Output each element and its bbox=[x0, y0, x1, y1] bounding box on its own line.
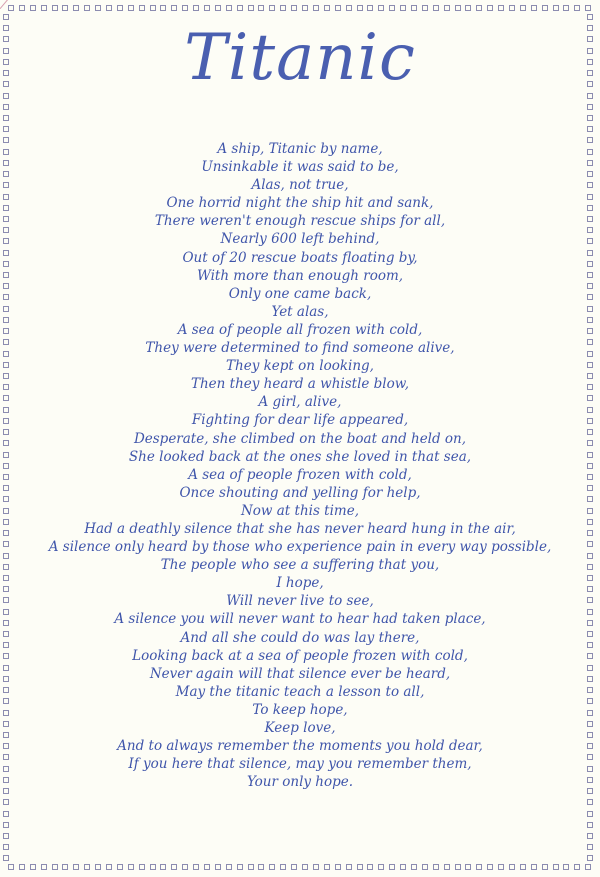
border-square bbox=[215, 5, 221, 11]
border-square bbox=[160, 5, 166, 11]
border-square bbox=[182, 864, 188, 870]
border-square bbox=[587, 104, 593, 110]
border-square bbox=[587, 822, 593, 828]
border-square bbox=[400, 5, 406, 11]
border-square bbox=[455, 864, 461, 870]
border-square bbox=[422, 864, 428, 870]
poem-line: With more than enough room, bbox=[196, 267, 404, 284]
border-square bbox=[3, 126, 9, 132]
border-square bbox=[41, 5, 47, 11]
border-square bbox=[378, 864, 384, 870]
border-square bbox=[171, 864, 177, 870]
border-square bbox=[19, 864, 25, 870]
border-square bbox=[269, 5, 275, 11]
border-square bbox=[465, 864, 471, 870]
border-square bbox=[378, 5, 384, 11]
border-square bbox=[237, 864, 243, 870]
border-square bbox=[95, 5, 101, 11]
border-square bbox=[193, 5, 199, 11]
border-square bbox=[8, 864, 14, 870]
border-square bbox=[444, 5, 450, 11]
border-square bbox=[587, 844, 593, 850]
poem-line: Out of 20 rescue boats floating by, bbox=[182, 249, 418, 266]
border-square bbox=[587, 799, 593, 805]
top-border bbox=[8, 5, 592, 13]
poem-line: There weren't enough rescue ships for all, bbox=[154, 213, 446, 230]
border-square bbox=[587, 811, 593, 817]
border-square bbox=[433, 5, 439, 11]
poem-line: Nearly 600 left behind, bbox=[220, 231, 380, 248]
border-square bbox=[585, 5, 591, 11]
border-square bbox=[411, 864, 417, 870]
border-square bbox=[324, 864, 330, 870]
border-square bbox=[531, 5, 537, 11]
border-square bbox=[476, 864, 482, 870]
border-square bbox=[3, 115, 9, 121]
poem-line: Desperate, she climbed on the boat and held on, bbox=[133, 430, 467, 447]
border-square bbox=[465, 5, 471, 11]
border-square bbox=[455, 5, 461, 11]
border-square bbox=[258, 864, 264, 870]
border-square bbox=[587, 115, 593, 121]
border-square bbox=[335, 5, 341, 11]
border-square bbox=[357, 864, 363, 870]
border-square bbox=[587, 126, 593, 132]
border-square bbox=[269, 864, 275, 870]
border-square bbox=[487, 5, 493, 11]
border-square bbox=[509, 864, 515, 870]
border-square bbox=[411, 5, 417, 11]
border-square bbox=[520, 864, 526, 870]
border-square bbox=[357, 5, 363, 11]
border-square bbox=[389, 864, 395, 870]
poem-line: Your only hope. bbox=[246, 774, 354, 791]
poem-title: Titanic bbox=[184, 21, 416, 95]
border-square bbox=[73, 5, 79, 11]
border-square bbox=[498, 5, 504, 11]
poem-line: If you here that silence, may you remember them, bbox=[128, 756, 472, 773]
poem-line: The people who see a suffering that you, bbox=[160, 557, 440, 574]
poem-line: A girl, alive, bbox=[258, 394, 342, 411]
border-square bbox=[84, 864, 90, 870]
poem-line: Then they heard a whistle blow, bbox=[190, 376, 409, 393]
border-square bbox=[563, 864, 569, 870]
border-square bbox=[150, 5, 156, 11]
poem-line: One horrid night the ship hit and sank, bbox=[166, 195, 434, 212]
border-square bbox=[3, 855, 9, 861]
poem-line: Only one came back, bbox=[228, 285, 372, 302]
poem-line: A ship, Titanic by name, bbox=[217, 141, 383, 157]
border-square bbox=[313, 5, 319, 11]
poem-line: Unsinkable it was said to be, bbox=[201, 159, 399, 176]
border-square bbox=[128, 5, 134, 11]
border-square bbox=[346, 5, 352, 11]
poem-line: I hope, bbox=[276, 575, 324, 592]
border-square bbox=[258, 5, 264, 11]
border-square bbox=[400, 864, 406, 870]
border-square bbox=[444, 864, 450, 870]
border-square bbox=[62, 5, 68, 11]
poem-line: She looked back at the ones she loved in that sea, bbox=[128, 448, 472, 465]
border-square bbox=[73, 864, 79, 870]
border-square bbox=[574, 5, 580, 11]
poem-line: Had a deathly silence that she has never heard hung in the air, bbox=[84, 520, 516, 537]
border-square bbox=[3, 844, 9, 850]
border-square bbox=[117, 5, 123, 11]
border-square bbox=[389, 5, 395, 11]
border-square bbox=[204, 5, 210, 11]
poem-line: Will never live to see, bbox=[226, 593, 374, 610]
border-square bbox=[498, 864, 504, 870]
border-square bbox=[553, 864, 559, 870]
border-square bbox=[237, 5, 243, 11]
border-square bbox=[117, 864, 123, 870]
border-square bbox=[433, 864, 439, 870]
poem-line: They were determined to find someone alive, bbox=[145, 340, 455, 357]
border-square bbox=[587, 855, 593, 861]
poem-line: They kept on looking, bbox=[226, 358, 374, 375]
poem-line: Now at this time, bbox=[240, 502, 360, 519]
border-square bbox=[280, 864, 286, 870]
poem-line: Once shouting and yelling for help, bbox=[179, 484, 421, 501]
poem-line: Fighting for dear life appeared, bbox=[191, 412, 409, 429]
border-square bbox=[574, 864, 580, 870]
poem-line: A silence you will never want to hear had taken place, bbox=[114, 611, 486, 628]
border-square bbox=[160, 864, 166, 870]
border-square bbox=[542, 864, 548, 870]
poem-line: To keep hope, bbox=[252, 701, 348, 718]
poem-line: Looking back at a sea of people frozen with cold, bbox=[132, 647, 468, 664]
border-square bbox=[553, 5, 559, 11]
border-square bbox=[41, 864, 47, 870]
border-square bbox=[150, 864, 156, 870]
border-square bbox=[84, 5, 90, 11]
poem-line: A sea of people all frozen with cold, bbox=[177, 321, 423, 338]
border-square bbox=[8, 5, 14, 11]
border-square bbox=[291, 864, 297, 870]
border-square bbox=[476, 5, 482, 11]
border-square bbox=[520, 5, 526, 11]
border-square bbox=[335, 864, 341, 870]
border-square bbox=[95, 864, 101, 870]
border-square bbox=[52, 5, 58, 11]
border-square bbox=[302, 864, 308, 870]
border-square bbox=[106, 864, 112, 870]
border-square bbox=[139, 5, 145, 11]
border-square bbox=[106, 5, 112, 11]
border-square bbox=[3, 811, 9, 817]
border-square bbox=[324, 5, 330, 11]
border-square bbox=[19, 5, 25, 11]
border-square bbox=[585, 864, 591, 870]
border-square bbox=[542, 5, 548, 11]
border-square bbox=[487, 864, 493, 870]
border-square bbox=[563, 5, 569, 11]
border-square bbox=[182, 5, 188, 11]
border-square bbox=[3, 833, 9, 839]
poem-line: Never again will that silence ever be heard, bbox=[149, 665, 451, 682]
bottom-border bbox=[8, 864, 592, 872]
border-square bbox=[204, 864, 210, 870]
border-square bbox=[30, 5, 36, 11]
border-square bbox=[346, 864, 352, 870]
poem-line: A sea of people frozen with cold, bbox=[188, 466, 412, 483]
border-square bbox=[226, 5, 232, 11]
border-square bbox=[3, 799, 9, 805]
border-square bbox=[248, 864, 254, 870]
border-square bbox=[226, 864, 232, 870]
poem-line: And all she could do was lay there, bbox=[180, 629, 420, 646]
border-square bbox=[248, 5, 254, 11]
border-square bbox=[302, 5, 308, 11]
border-square bbox=[139, 864, 145, 870]
poem-line: Keep love, bbox=[264, 720, 336, 736]
poem-body bbox=[0, 140, 600, 791]
border-square bbox=[215, 864, 221, 870]
border-square bbox=[313, 864, 319, 870]
border-square bbox=[193, 864, 199, 870]
border-square bbox=[291, 5, 297, 11]
border-square bbox=[3, 822, 9, 828]
border-square bbox=[422, 5, 428, 11]
border-square bbox=[62, 864, 68, 870]
poem-line: Alas, not true, bbox=[251, 177, 349, 194]
border-square bbox=[531, 864, 537, 870]
border-square bbox=[171, 5, 177, 11]
border-square bbox=[367, 5, 373, 11]
border-square bbox=[367, 864, 373, 870]
poem-line: And to always remember the moments you hold dear, bbox=[117, 738, 483, 755]
poem-line: A silence only heard by those who experience pain in every way possible, bbox=[48, 539, 552, 556]
poem-line: May the titanic teach a lesson to all, bbox=[175, 683, 425, 700]
border-square bbox=[52, 864, 58, 870]
border-square bbox=[30, 864, 36, 870]
border-square bbox=[280, 5, 286, 11]
poem-line: Yet alas, bbox=[271, 303, 329, 320]
border-square bbox=[3, 104, 9, 110]
border-square bbox=[509, 5, 515, 11]
border-square bbox=[128, 864, 134, 870]
border-square bbox=[587, 833, 593, 839]
